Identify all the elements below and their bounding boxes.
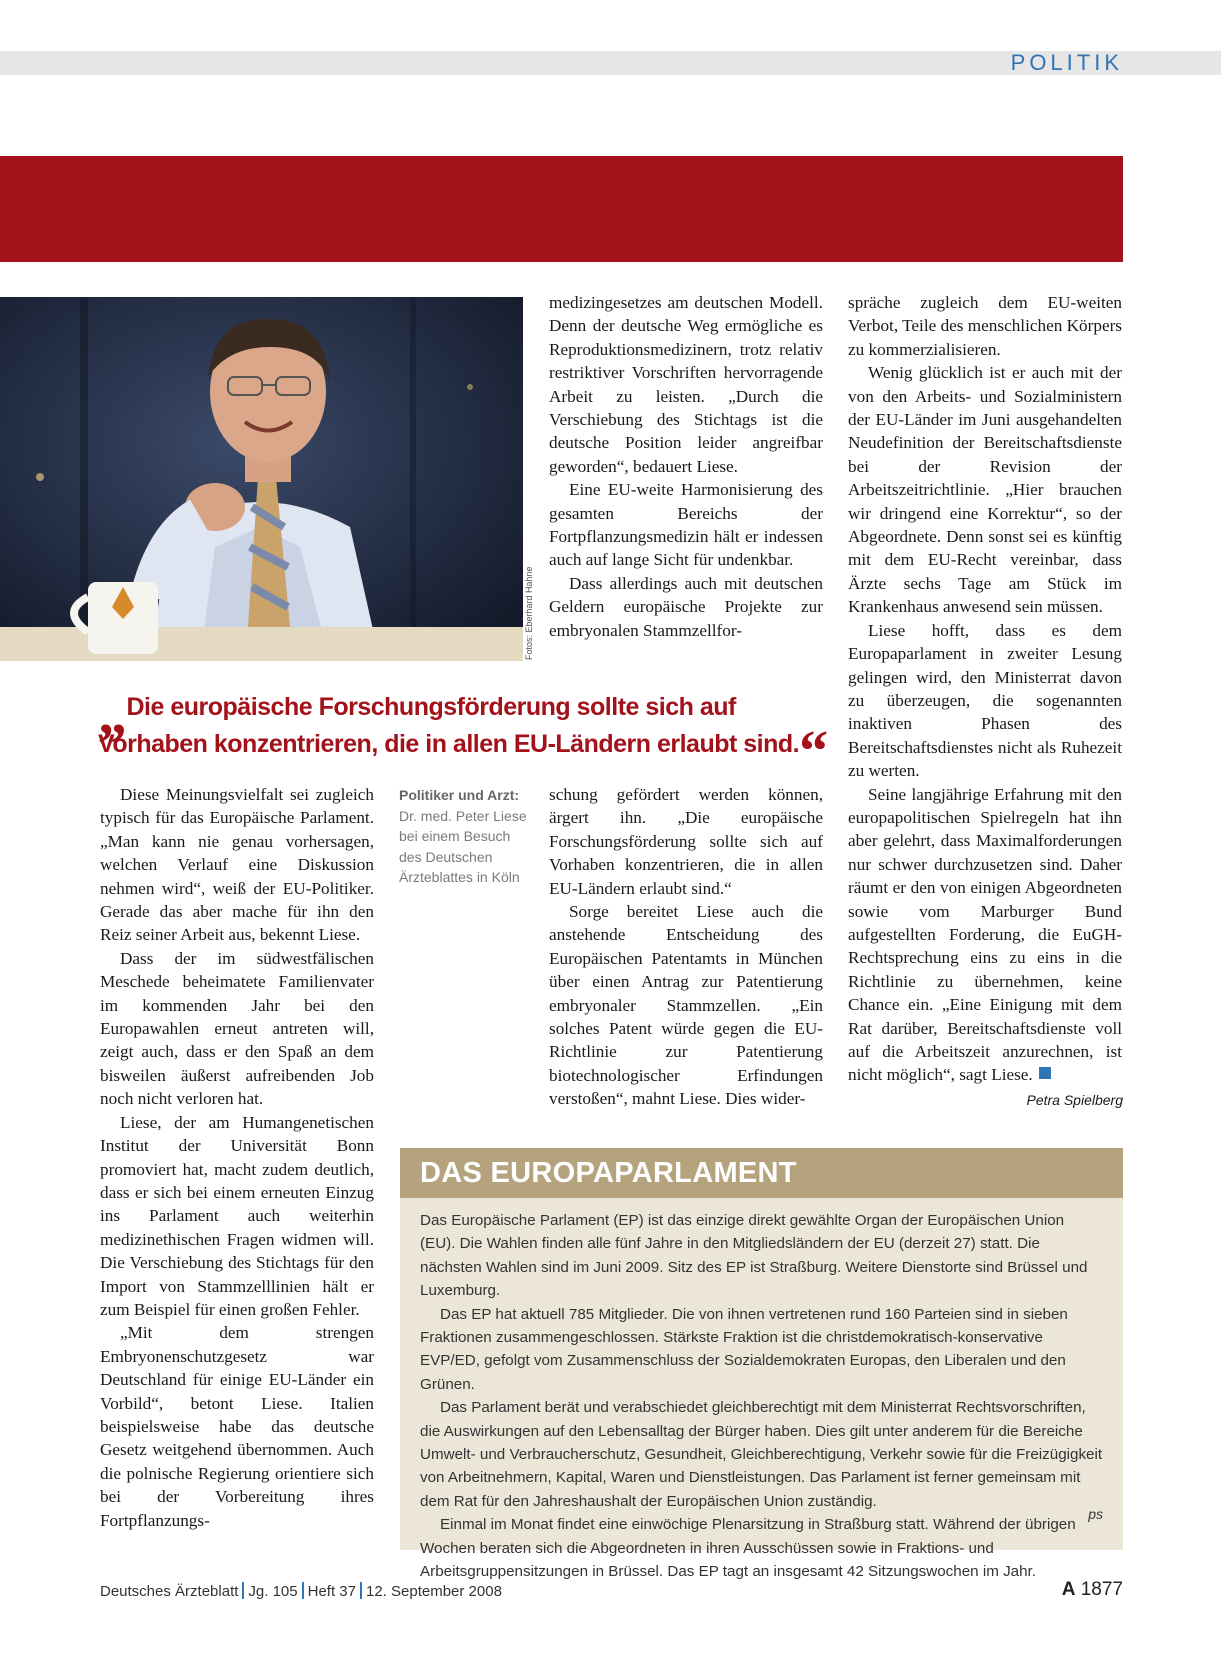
paragraph	[848, 783, 1122, 1087]
separator	[302, 1582, 304, 1599]
issue: Heft 37	[307, 1583, 356, 1600]
info-paragraph: Einmal im Monat findet eine einwöchige Plenarsitzung in Straßburg statt. Während der übrigen Wochen beraten sich die Abgeordneten in ihren Ausschüssen sowie in Fraktions- und Arbeitsgruppensitzungen in Brüssel. Das EP tagt an insgesamt 42 Sitzungswochen im Jahr.	[420, 1516, 1076, 1581]
paragraph: Dass allerdings auch mit deutschen Geldern europäische Projekte zur embryonalen Stammzellfor-	[549, 573, 823, 640]
page-number-value: 1877	[1080, 1579, 1123, 1600]
paragraph: Liese hofft, dass es dem Europaparlament in zweiter Lesung gelingen wird, den Ministerrat davon zu überzeugen, die sogenannten inaktiven Phasen des Bereitschaftsdienstes nicht als Ruhezeit zu werten.	[848, 620, 1122, 781]
article-author: Petra Spielberg	[1026, 1092, 1123, 1108]
pull-quote	[98, 681, 838, 783]
paragraph: Liese, der am Humangenetischen Institut der Universität Bonn promoviert hat, macht zudem deutlich, dass er sich bei einem erneuten Einzug ins Parlament auch weiterhin medizinethischen Fragen widmen will. Die Verschiebung des Stichtags für den Import von Stammzelllinien hält er zum Beispiel für einen großen Fehler.	[100, 1112, 374, 1319]
photo-caption	[399, 785, 529, 888]
portrait-photo	[0, 297, 523, 661]
separator	[242, 1582, 244, 1599]
info-paragraph: Das Parlament berät und verabschiedet gleichberechtigt mit dem Ministerrat Rechtsvorschriften, die Auswirkungen auf den Lebensalltag der Bürger haben. Dies gilt unter anderem für die Bereiche Umwelt- und Verbraucherschutz, Gesundheit, Gleichberechtigung, Verkehr sowie für die Freizügigkeit von Arbeitnehmern, Kapital, Waren und Dienstleistungen. Das Parlament ist ferner gemeinsam mit dem Rat für den Jahreshaushalt der Europäischen Union zuständig.	[420, 1399, 1103, 1510]
volume: Jg. 105	[248, 1583, 298, 1600]
portrait-illustration	[0, 297, 523, 661]
paragraph-text: Seine langjährige Erfahrung mit den europapolitischen Spielregeln hat ihn aber gelehrt, dass Maximalforderungen nur schwer durchzusetzen sind. Daher räumt er den von einigen Abgeordneten sowie vom Marburger Bund aufgestellten Forderung, die EuGH-Rechtsprechung eins zu eins in die Richtlinie zu übernehmen, keine Chance ein. „Eine Einigung mit dem Rat darüber, Bereitschaftsdienste voll auf die Arbeitszeit anzurechnen, ist nicht möglich“, sagt Liese.	[848, 784, 1122, 1085]
paragraph: spräche zugleich dem EU-weiten Verbot, Teile des menschlichen Körpers zu kommerzialisieren.	[848, 293, 1122, 359]
quote-open-mark: „	[98, 681, 127, 746]
paragraph: Sorge bereitet Liese auch die anstehende Entscheidung des Europäischen Patentamts in München über einen Antrag zur Patentierung embryonaler Stammzellen. „Ein solches Patent würde gegen die EU-Richtlinie zur Patentierung biotechnologischer Erfindungen verstoßen“, mahnt Liese. Dies wider-	[549, 902, 823, 1109]
paragraph: Eine EU-weite Harmonisierung des gesamten Bereichs der Fortpflanzungsmedizin hält er indessen auch auf lange Sicht für undenkbar.	[549, 480, 823, 570]
text-column-2-bottom	[549, 783, 823, 1111]
paragraph: Wenig glücklich ist er auch mit der von den Arbeits- und Sozialministern der EU-Länder im Juni ausgehandelten Neudefinition der Bereitschaftsdienste bei der Revision der Arbeitszeitrichtlinie. „Hier brauchen wir dringend eine Korrektur“, so der Abgeordnete. Denn sonst sei es künftig mit dem EU-Recht vereinbar, dass Ärzte sechs Tage am Stück im Krankenhaus anwesend sein müssen.	[848, 363, 1122, 617]
info-box-title: DAS EUROPAPARLAMENT	[400, 1148, 1123, 1198]
info-box	[400, 1148, 1123, 1581]
publication-name: Deutsches Ärzteblatt	[100, 1583, 239, 1600]
separator	[360, 1582, 362, 1599]
paragraph: „Mit dem strengen Embryonenschutzgesetz war Deutschland für einige EU-Länder ein Vorbild“, betont Liese. Italien beispielsweise habe das deutsche Gesetz weitgehend übernommen. Auch die polnische Regierung orientiere sich bei der Vorbereitung ihres Fortpflanzungs-	[100, 1323, 374, 1530]
section-label: POLITIK	[1010, 50, 1123, 75]
paragraph: schung gefördert werden können, ärgert ihn. „Die europäische Forschungsförderung sollte sich auf Vorhaben konzentrieren, die in allen EU-Ländern erlaubt sind.“	[549, 785, 823, 898]
pull-quote-text: Die europäische Forschungsförderung sollte sich auf Vorhaben konzentrieren, die in allen EU-Ländern erlaubt sind.	[98, 693, 800, 758]
text-column-2-top	[549, 291, 823, 642]
info-box-body	[400, 1198, 1123, 1584]
quote-close-mark: “	[799, 718, 828, 783]
info-paragraph: Das Europäische Parlament (EP) ist das einzige direkt gewählte Organ der Europäischen Union (EU). Die Wahlen finden alle fünf Jahre in den Mitgliedsländern der EU (derzeit 27) statt. Die nächsten Wahlen sind im Juni 2009. Sitz des EP ist Straßburg. Weitere Dienstorte sind Brüssel und Luxemburg.	[420, 1212, 1088, 1300]
footer-citation	[100, 1582, 502, 1600]
paragraph: Diese Meinungsvielfalt sei zugleich typisch für das Europäische Parlament. „Man kann nie genau vorhersagen, welchen Verlauf eine Diskussion nehmen wird“, weiß der EU-Politiker. Gerade das aber mache für ihn den Reiz seiner Arbeit aus, bekennt Liese.	[100, 785, 374, 945]
text-column-1	[100, 783, 374, 1532]
text-column-3	[848, 291, 1122, 1087]
page-number	[1062, 1579, 1123, 1601]
headline-banner	[0, 156, 1123, 262]
end-mark-icon	[1039, 1067, 1051, 1079]
page-prefix: A	[1061, 1579, 1076, 1600]
paragraph: medizingesetzes am deutschen Modell. Denn der deutsche Weg ermögliche es Reproduktionsmedizinern, trotz relativ restriktiver Vorschriften hervorragende Arbeit zu leisten. „Durch die Verschiebung des Stichtags ist die deutsche Position leider angreifbar geworden“, bedauert Liese.	[549, 293, 823, 476]
paragraph: Dass der im südwestfälischen Meschede beheimatete Familienvater im kommenden Jahr bei den Europawahlen erneut antreten will, zeigt auch, dass er den Spaß an dem bisweilen äußerst aufreibenden Job noch nicht verloren hat.	[100, 948, 374, 1109]
info-box-signature: ps	[1088, 1506, 1103, 1522]
info-paragraph: Das EP hat aktuell 785 Mitglieder. Die von ihnen vertretenen rund 160 Parteien sind in sieben Fraktionen zusammengeschlossen. Stärkste Fraktion ist die christdemokratisch-konservative EVP/ED, gefolgt vom Zusammenschluss der Sozialdemokraten Europas, den Liberalen und den Grünen.	[420, 1305, 1068, 1393]
issue-date: 12. September 2008	[366, 1583, 502, 1600]
caption-title: Politiker und Arzt:	[399, 787, 520, 803]
caption-text: Dr. med. Peter Liese bei einem Besuch des Deutschen Ärzteblattes in Köln	[399, 807, 527, 885]
photo-credit: Fotos: Eberhard Hahne	[524, 566, 534, 660]
